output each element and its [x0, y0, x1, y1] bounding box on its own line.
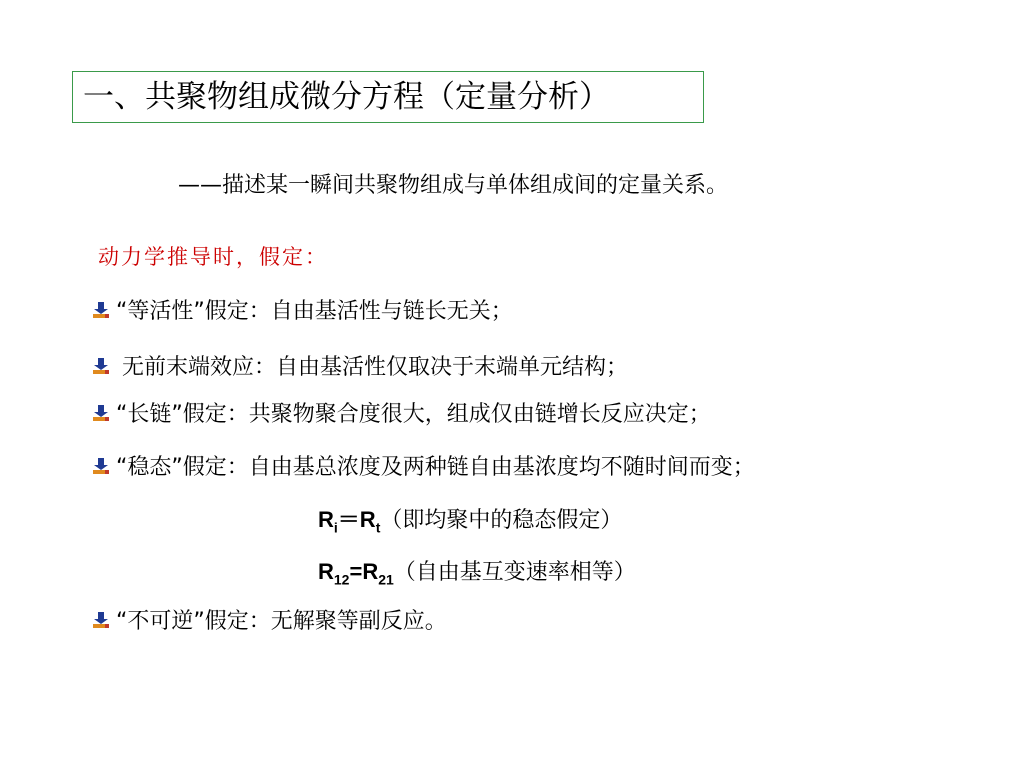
bullet-text: “长链”假定：共聚物聚合度很大，组成仅由链增长反应决定； — [116, 402, 711, 427]
formula-note: （即均聚中的稳态假定） — [380, 508, 623, 533]
bullet-text: “等活性”假定：自由基活性与链长无关； — [116, 299, 513, 324]
bullet-arrow-icon — [92, 457, 110, 475]
assumption-item-long-chain — [92, 401, 711, 429]
formula-operator: = — [349, 559, 363, 584]
formula-lhs: R — [318, 559, 334, 584]
assumption-item-no-penultimate-effect — [92, 354, 628, 382]
section-title: 一、共聚物组成微分方程（定量分析） — [83, 79, 610, 115]
bullet-text: 无前末端效应：自由基活性仅取决于末端单元结构； — [122, 355, 629, 380]
bullet-text: “不可逆”假定：无解聚等副反应。 — [116, 609, 447, 634]
bullet-arrow-icon — [92, 404, 110, 422]
formula-lhs-sub: 12 — [333, 571, 350, 588]
formula-operator: ＝ — [337, 507, 360, 532]
formula-lhs-sub: i — [333, 519, 338, 536]
assumption-item-steady-state — [92, 454, 755, 482]
formula-lhs: R — [318, 507, 334, 532]
formula-note: （自由基互变速率相等） — [393, 560, 636, 585]
bullet-arrow-icon — [92, 301, 110, 319]
bullet-text: “稳态”假定：自由基总浓度及两种链自由基浓度均不随时间而变； — [116, 455, 755, 480]
assumption-item-irreversible — [92, 608, 447, 636]
bullet-arrow-icon — [92, 611, 110, 629]
assumption-item-equal-activity — [92, 298, 513, 326]
assumption-heading: 动力学推导时，假定： — [98, 245, 328, 269]
formula-rhs-sub: 21 — [378, 571, 394, 588]
formula-rhs: R — [359, 507, 376, 532]
subtitle: ——描述某一瞬间共聚物组成与单体组成间的定量关系。 — [178, 173, 729, 198]
formula-rhs: R — [362, 559, 379, 584]
formula-rhs-sub: t — [375, 519, 381, 536]
formula-steady-state — [318, 506, 622, 541]
formula-radical-interconversion — [318, 558, 636, 593]
bullet-arrow-icon — [92, 357, 110, 375]
section-title-box — [72, 71, 704, 123]
